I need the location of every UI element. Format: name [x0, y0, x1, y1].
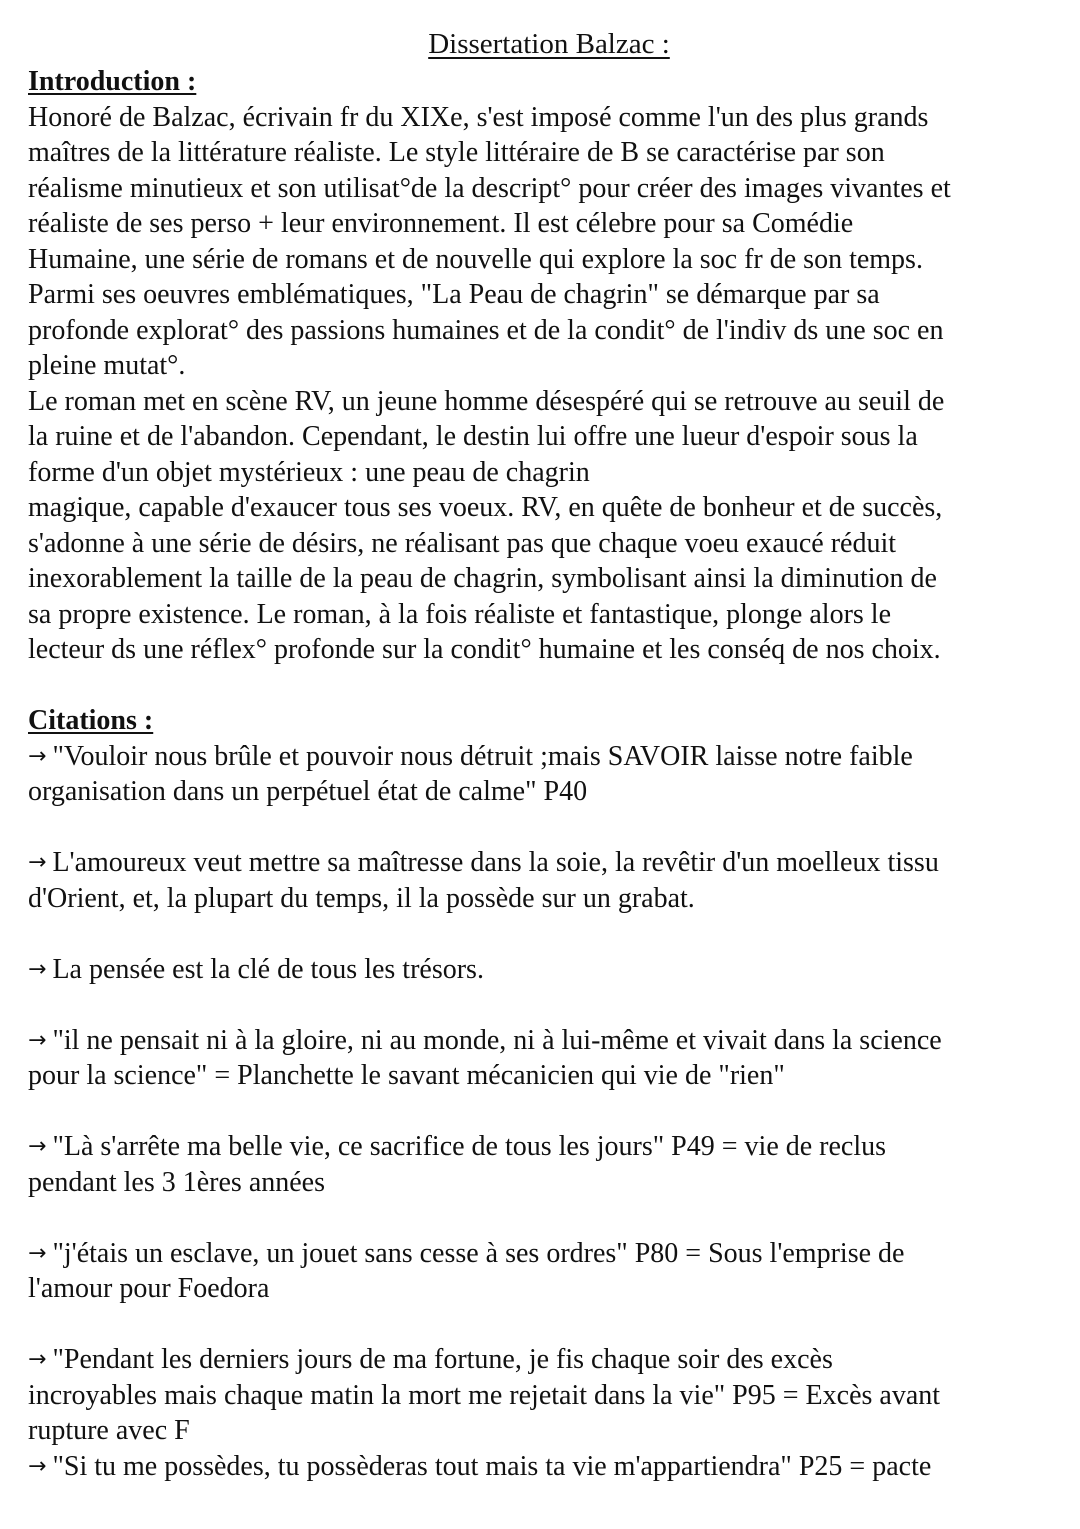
- document-title: Dissertation Balzac :: [428, 28, 670, 60]
- intro-line: s'adonne à une série de désirs, ne réalisant pas que chaque voeu exaucé réduit: [28, 527, 897, 559]
- intro-line: magique, capable d'exaucer tous ses voeux. RV, en quête de bonheur et de succès,: [28, 492, 943, 523]
- intro-line: profonde explorat° des passions humaines et de la condit° de l'indiv ds une soc en: [28, 314, 944, 346]
- intro-line: inexorablement la taille de la peau de chagrin, symbolisant ainsi la diminution de: [28, 563, 937, 594]
- intro-line: forme d'un objet mystérieux : une peau de chagrin: [28, 456, 590, 488]
- intro-line: réaliste de ses perso + leur environnement. Il est célebre pour sa Comédie: [28, 208, 854, 239]
- citation-text: pendant les 3 1ères années: [28, 1166, 325, 1198]
- intro-line: Humaine, une série de romans et de nouvelle qui explore la soc fr de son temps.: [28, 243, 923, 275]
- citation-text: La pensée est la clé de tous les trésors.: [52, 953, 484, 985]
- citation-item: [28, 1023, 1058, 1094]
- citation-text: "Pendant les derniers jours de ma fortune, je fis chaque soir des excès: [52, 1344, 833, 1375]
- citation-item: [28, 739, 1058, 810]
- citation-text: organisation dans un perpétuel état de calme" P40: [28, 776, 588, 807]
- intro-line: maîtres de la littérature réaliste. Le style littéraire de B se caractérise par son: [28, 137, 885, 168]
- arrow-right-icon: →: [28, 743, 47, 769]
- intro-line: pleine mutat°.: [28, 350, 186, 381]
- citation-item: [28, 1129, 1058, 1200]
- citation-text: d'Orient, et, la plupart du temps, il la possède sur un grabat.: [28, 882, 695, 914]
- citation-text: pour la science" = Planchette le savant mécanicien qui vie de "rien": [28, 1060, 785, 1091]
- citation-text: "Si tu me possèdes, tu possèderas tout mais ta vie m'appartiendra" P25 = pacte: [52, 1450, 932, 1482]
- arrow-right-icon: →: [28, 1027, 47, 1053]
- citation-text: "il ne pensait ni à la gloire, ni au monde, ni à lui-même et vivait dans la science: [52, 1024, 942, 1056]
- citation-text: "Vouloir nous brûle et pouvoir nous détruit ;mais SAVOIR laisse notre faible: [52, 740, 913, 772]
- introduction-heading: Introduction :: [28, 66, 197, 97]
- intro-line: Parmi ses oeuvres emblématiques, "La Peau de chagrin" se démarque par sa: [28, 279, 880, 310]
- arrow-right-icon: →: [28, 1453, 47, 1479]
- arrow-right-icon: →: [28, 956, 47, 982]
- citation-text: incroyables mais chaque matin la mort me rejetait dans la vie" P95 = Excès avant: [28, 1379, 941, 1411]
- citation-text: rupture avec F: [28, 1415, 190, 1446]
- intro-line: la ruine et de l'abandon. Cependant, le destin lui offre une lueur d'espoir sous la: [28, 421, 918, 452]
- citation-item: [28, 1342, 1058, 1449]
- citation-text: "j'étais un esclave, un jouet sans cesse à ses ordres" P80 = Sous l'emprise de: [52, 1237, 905, 1269]
- citation-item: [28, 845, 1058, 916]
- citation-text: l'amour pour Foedora: [28, 1273, 270, 1304]
- document-page: [28, 24, 1058, 1484]
- intro-line: réalisme minutieux et son utilisat°de la descript° pour créer des images vivantes et: [28, 172, 951, 204]
- citation-item: [28, 1449, 1058, 1485]
- citations-heading: Citations :: [28, 705, 154, 736]
- intro-line: sa propre existence. Le roman, à la fois réaliste et fantastique, plonge alors le: [28, 598, 891, 630]
- arrow-right-icon: →: [28, 850, 47, 875]
- citation-text: L'amoureux veut mettre sa maîtresse dans la soie, la revêtir d'un moelleux tissu: [52, 847, 939, 878]
- citation-item: [28, 1236, 1058, 1307]
- citation-text: "Là s'arrête ma belle vie, ce sacrifice de tous les jours" P49 = vie de reclus: [52, 1131, 887, 1162]
- intro-line: lecteur ds une réflex° profonde sur la condit° humaine et les conséq de nos choix.: [28, 634, 941, 665]
- introduction-paragraph: [28, 100, 1058, 668]
- arrow-right-icon: →: [28, 1134, 47, 1159]
- intro-line: Honoré de Balzac, écrivain fr du XIXe, s'est imposé comme l'un des plus grands: [28, 101, 929, 133]
- citation-item: [28, 952, 1058, 988]
- arrow-right-icon: →: [28, 1347, 47, 1372]
- intro-line: Le roman met en scène RV, un jeune homme désespéré qui se retrouve au seuil de: [28, 385, 945, 417]
- arrow-right-icon: →: [28, 1240, 47, 1266]
